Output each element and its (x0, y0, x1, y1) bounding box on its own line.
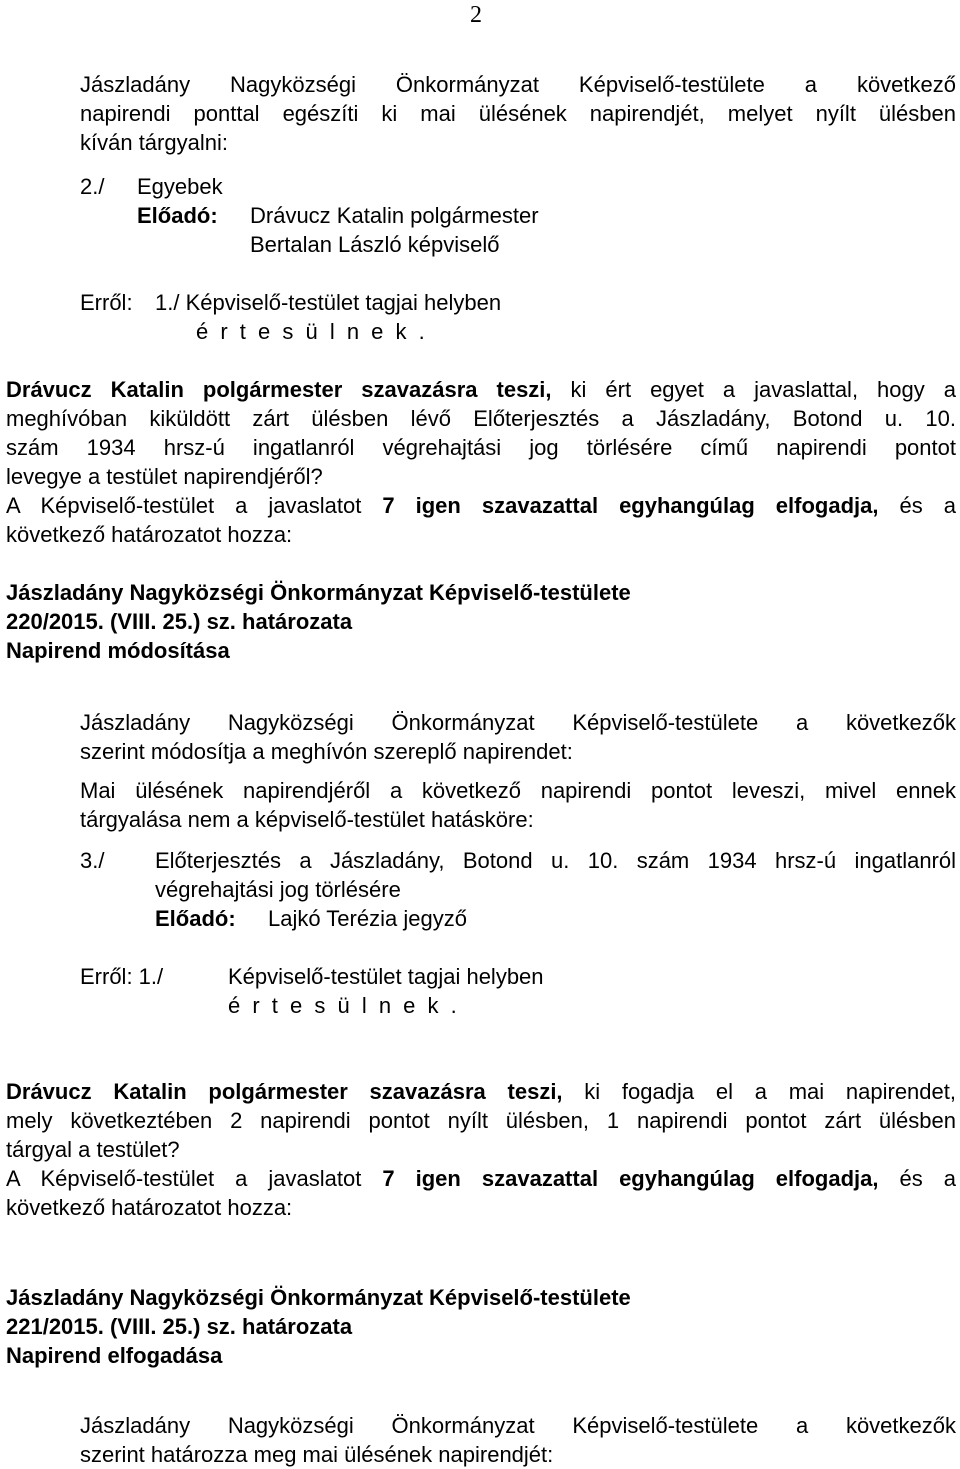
vote-paragraph (6, 375, 956, 549)
resolution-paragraph (80, 776, 956, 834)
notify-label: Erről: 1./ (80, 964, 164, 989)
resolution-number: 220/2015. (VIII. 25.) sz. határozata (6, 609, 353, 634)
vote-result-line: következő határozatot hozza: (6, 522, 293, 547)
resolution-line: Mai ülésének napirendjéről a következő napirendi pontot leveszi, mivel ennek (80, 778, 956, 803)
resolution-paragraph (80, 708, 956, 766)
resolution-paragraph (80, 1411, 956, 1469)
vote-result-text: A Képviselő-testület a javaslatot (6, 493, 383, 518)
presenter-name: Drávucz Katalin polgármester (250, 203, 539, 228)
agenda-item-number: 3./ (80, 848, 105, 873)
notify-verb: é r t e s ü l n e k . (228, 993, 460, 1018)
vote-line: tárgyal a testület? (6, 1137, 180, 1162)
vote-result-line: következő határozatot hozza: (6, 1195, 293, 1220)
vote-result-text: és a (878, 1166, 956, 1191)
resolution-heading (6, 1283, 946, 1370)
vote-line: meghívóban kiküldött zárt ülésben lévő Előterjesztés a Jászladány, Botond u. 10. (6, 406, 956, 431)
presenter-name: Bertalan László képviselő (250, 232, 500, 257)
resolution-number: 221/2015. (VIII. 25.) sz. határozata (6, 1314, 353, 1339)
notify-text: 1./ Képviselő-testület tagjai helyben (155, 290, 502, 315)
resolution-body: Jászladány Nagyközségi Önkormányzat Képviselő-testülete (6, 1285, 631, 1310)
intro-line: Jászladány Nagyközségi Önkormányzat Képviselő-testülete a következő (80, 72, 956, 97)
resolution-line: Jászladány Nagyközségi Önkormányzat Képviselő-testülete a következők (80, 710, 956, 735)
presenter-label: Előadó: (137, 203, 218, 228)
vote-line: levegye a testület napirendjéről? (6, 464, 323, 489)
notify-text: Képviselő-testület tagjai helyben (228, 964, 544, 989)
vote-paragraph (6, 1077, 956, 1222)
notify-label: Erről: (80, 290, 133, 315)
resolution-heading (6, 578, 946, 665)
agenda-item-number: 2./ (80, 174, 105, 199)
agenda-item-text (155, 846, 956, 904)
resolution-title: Napirend módosítása (6, 638, 230, 663)
vote-line: szám 1934 hrsz-ú ingatlanról végrehajtási jog törlésére című napirendi pontot (6, 435, 956, 460)
intro-paragraph (80, 70, 956, 157)
intro-line: kíván tárgyalni: (80, 130, 228, 155)
vote-result-text: A Képviselő-testület a javaslatot (6, 1166, 383, 1191)
vote-result-bold: 7 igen szavazattal egyhangúlag elfogadja, (382, 493, 879, 518)
resolution-line: Jászladány Nagyközségi Önkormányzat Képviselő-testülete a következők (80, 1413, 956, 1438)
vote-lead: Drávucz Katalin polgármester szavazásra teszi, (6, 377, 552, 402)
page-number: 2 (470, 2, 482, 28)
vote-text: ki fogadja el a mai napirendet, (562, 1079, 956, 1104)
vote-text: ki ért egyet a javaslattal, hogy a (551, 377, 956, 402)
vote-result-line (6, 491, 956, 520)
agenda-item-line: Előterjesztés a Jászladány, Botond u. 10. szám 1934 hrsz-ú ingatlanról (155, 848, 956, 873)
resolution-body: Jászladány Nagyközségi Önkormányzat Képviselő-testülete (6, 580, 631, 605)
agenda-item-title: Egyebek (137, 174, 223, 199)
presenter-name: Lajkó Terézia jegyző (268, 906, 467, 931)
notify-verb: é r t e s ü l n e k . (196, 319, 428, 344)
agenda-item-line: végrehajtási jog törlésére (155, 877, 401, 902)
vote-result-text: és a (878, 493, 956, 518)
resolution-line: szerint módosítja a meghívón szereplő napirendet: (80, 739, 573, 764)
vote-line (6, 375, 956, 404)
vote-line (6, 1077, 956, 1106)
vote-result-line (6, 1164, 956, 1193)
vote-result-bold: 7 igen szavazattal egyhangúlag elfogadja, (382, 1166, 879, 1191)
presenter-label: Előadó: (155, 906, 236, 931)
resolution-line: tárgyalása nem a képviselő-testület hatásköre: (80, 807, 534, 832)
resolution-line: szerint határozza meg mai ülésének napirendjét: (80, 1442, 554, 1467)
intro-line: napirendi ponttal egészíti ki mai ülésének napirendjét, melyet nyílt ülésben (80, 101, 956, 126)
vote-lead: Drávucz Katalin polgármester szavazásra teszi, (6, 1079, 563, 1104)
resolution-title: Napirend elfogadása (6, 1343, 223, 1368)
vote-line: mely következtében 2 napirendi pontot nyílt ülésben, 1 napirendi pontot zárt ülésben (6, 1108, 956, 1133)
